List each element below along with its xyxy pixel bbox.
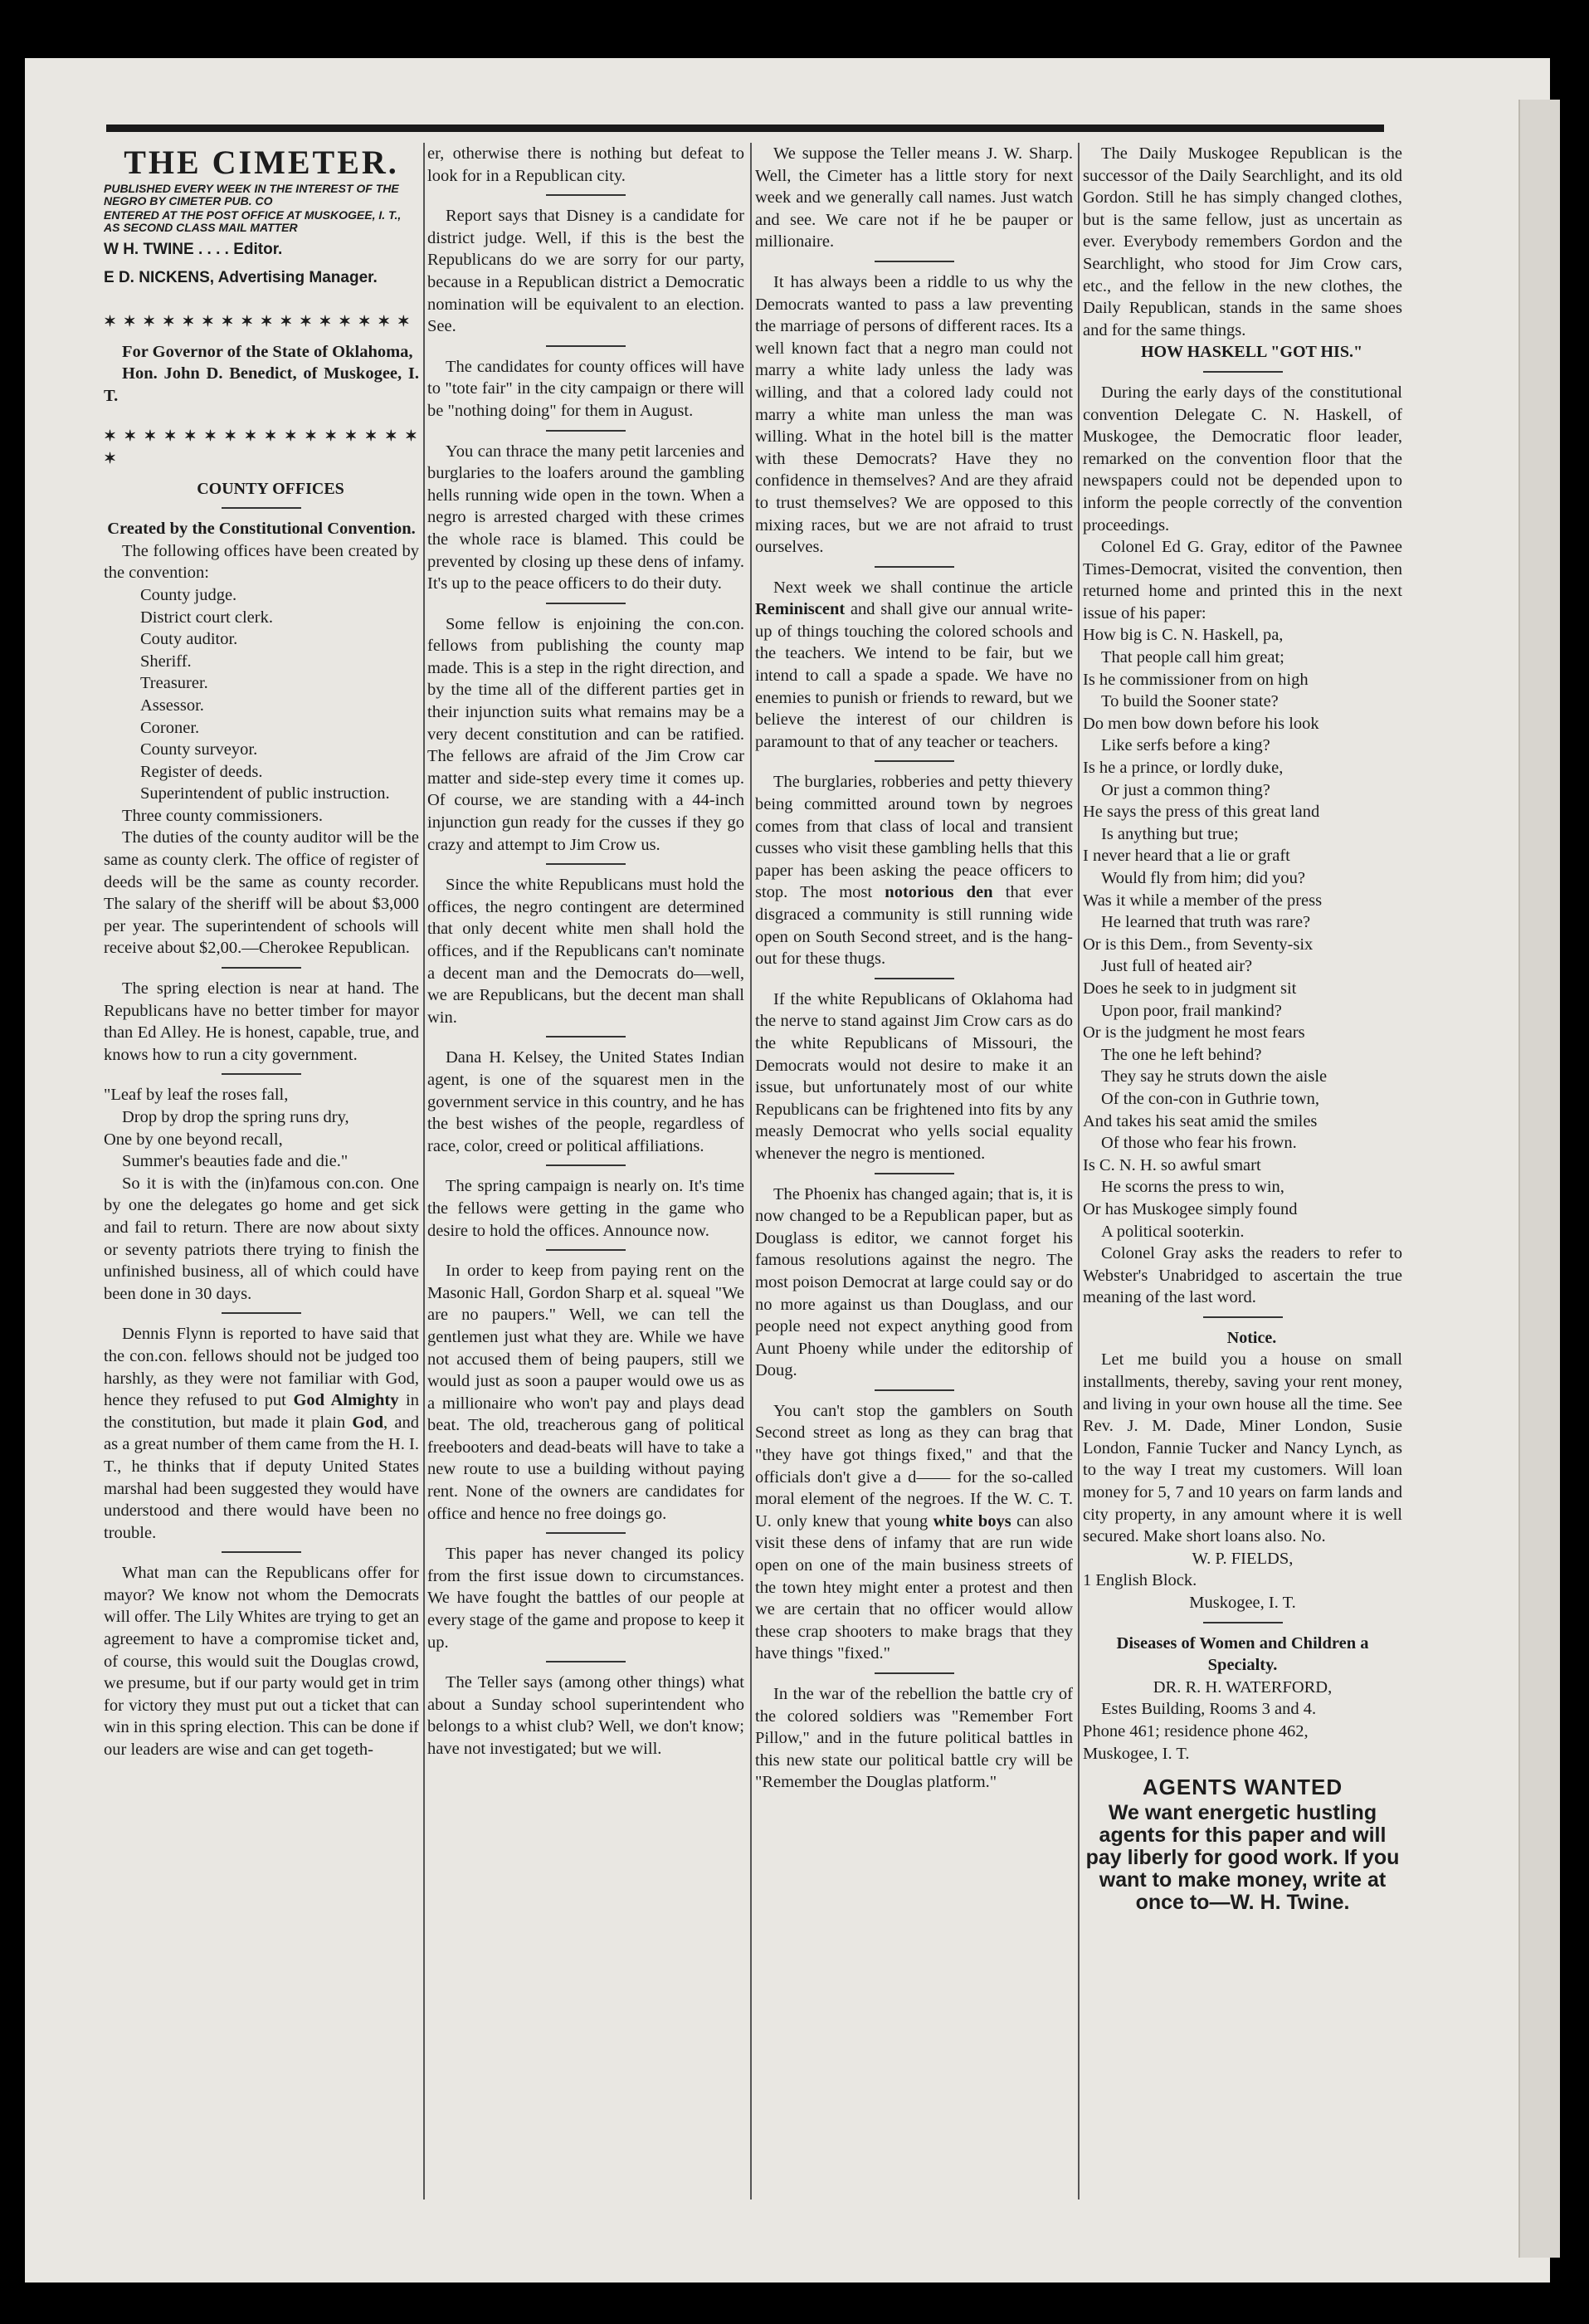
separator [875,1173,954,1174]
separator [546,1164,626,1166]
article-oklahoma: If the white Republicans of Oklahoma had the nerve to stand against Jim Crow cars as do the white Republicans of Missouri, the Democrats would not desire to make it an issue, but unfortunately most of our white Republicans can be frightened into fits by any measly Democrat who yells social equality whenever the negro is mentioned. [755,989,1073,1163]
doctor-ad-heading: Diseases of Women and Children a [1116,1633,1369,1653]
article-next-week [755,577,1073,754]
star-row: ✶ ✶ ✶ ✶ ✶ ✶ ✶ ✶ ✶ ✶ ✶ ✶ ✶ ✶ ✶ ✶ ✶ [104,427,419,466]
bold-text: God Almighty [293,1391,399,1410]
governor-line-2: Hon. John D. Benedict, of Muskogee, I. T. [104,364,419,405]
poem-line: Was it while a member of the press [1083,891,1323,910]
article-masonic-hall: In order to keep from paying rent on the Masonic Hall, Gordon Sharp et al. squeal "We are no paupers." Well, we can tell the gentlemen just what they are. While we have not accused them of being paupers, still we would just as soon a pauper would owe us as a millionaire who won't pay and plays dead beat. The old, treacherous gang of political freebooters and dead-beats will have to take a new route to use a building without paying rent. None of the owners are candidates for office and hence no free doings go. [427,1262,744,1523]
article-flynn [104,1323,419,1544]
separator [875,566,954,568]
column-3 [755,143,1073,2201]
article-disney: Report says that Disney is a candidate for district judge. Well, if this is the best the Republicans do we are sorry for our party, because in a Republican district a Democratic nomination will be equivalent to an election. See. [427,207,744,336]
text-run: and shall give our annual write-up of things touching the colored schools and the teachers. We intend to be fair, but we intend to call a spade a spade. We have no enemies to punish or friends to reward, but we believe the interest of our children is paramount to that of any teacher or teachers. [755,600,1073,751]
county-intro: The following offices have been created by the convention: [104,541,419,583]
column-rule [423,143,425,2200]
separator [546,1661,626,1662]
masthead-entered: ENTERED AT THE POST OFFICE AT MUSKOGEE, I. T., AS SECOND CLASS MAIL MATTER [104,208,402,234]
notice-address: 1 English Block. [1083,1571,1197,1590]
bold-text: notorious den [885,883,993,902]
poem-line: Like serfs before a king? [1101,736,1270,755]
office-item: Sheriff. [140,652,192,671]
poem-line: Is anything but true; [1101,824,1239,843]
text-run: Dennis Flynn is reported to have said that the con.con. fellows should not be judged too harshly, as they were not familiar with God, hence they refused to put [104,1325,419,1410]
doctor-name: DR. R. H. WATERFORD, [1153,1677,1333,1697]
column-rule [1078,143,1080,2200]
notice-city: Muskogee, I. T. [1189,1594,1296,1612]
poem-line: Just full of heated air? [1101,957,1253,976]
article-campaign: The spring campaign is nearly on. It's time the fellows were getting in the game who desire to hold the offices. Announce now. [427,1177,744,1240]
article-con-con: So it is with the (in)famous con.con. One by one the delegates go home and get sick and fail to return. There are now about sixty or seventy patriots there trying to finish the unfinished business, all of which could have been done in 30 days. [104,1174,419,1303]
poem-line: And takes his seat amid the smiles [1083,1111,1318,1130]
county-offices-heading: COUNTY OFFICES [197,479,344,498]
poem-line: He says the press of this great land [1083,803,1320,822]
adjacent-page-edge [1518,100,1560,2258]
manager-line: E D. NICKENS, Advertising Manager. [104,269,378,286]
doctor-city: Muskogee, I. T. [1083,1744,1190,1763]
text-run: that ever disgraced a community is still running wide open on South Second street, and is the hang-out for these thugs. [755,883,1073,969]
commissioners: Three county commissioners. [122,806,323,825]
article-white-republicans: Since the white Republicans must hold the offices, the negro contingent are determined that only decent white men shall hold the offices, and if the Republicans can't nominate a decent man and the Democrats do—well, we are Republicans, but the decent man shall win. [427,876,744,1027]
text-run: , and as a great number of them came from the H. I. T., he thinks that if deputy United States marshal had been suggested they would have understood and there would have been no trouble. [104,1413,419,1542]
poem-line: "Leaf by leaf the roses fall, [104,1086,289,1105]
haskell-heading: HOW HASKELL "GOT HIS." [1140,343,1363,362]
office-item: Superintendent of public instruction. [140,784,390,803]
agents-wanted-heading: AGENTS WANTED [1142,1775,1343,1800]
text-run: Next week we shall continue the article [773,578,1073,597]
county-duties: The duties of the county auditor will be the same as county clerk. The office of register of deeds will be the same as county recorder. The salary of the sheriff will be about $3,000 per year. The superintendent of schools will receive about $2,00.—Cherokee Republican. [104,828,419,958]
separator [222,1551,301,1553]
separator [875,760,954,762]
poem-line: Or has Muskogee simply found [1083,1199,1298,1218]
text-run: can also visit these dens of infamy that are run wide open on one of the main business streets of the town htey might enter a protest and then we are certain that no officer would allow these crap shooters to make brags that they have things "fixed." [755,1511,1073,1663]
office-item: Register of deeds. [140,762,263,781]
notice-signature: W. P. FIELDS, [1192,1549,1294,1568]
poem-line: One by one beyond recall, [104,1130,283,1149]
article-enjoining: Some fellow is enjoining the con.con. fellows from publishing the county map made. This is a step in the right direction, and by the time all of the different parties get in their injunction suits what remains may be a very decent constitution and can be ratified. The fellows are afraid of the Jim Crow car matter and side-step every time it comes up. Of course, we are standing with a 44-inch injunction gun ready for the cusses if they go crazy and attempt to Jim Crow us. [427,614,744,854]
doctor-phone: Phone 461; residence phone 462, [1083,1721,1309,1741]
office-item: County judge. [140,585,237,604]
office-item: Treasurer. [140,674,208,693]
office-item: Couty auditor. [140,630,238,649]
agents-wanted-text: We want energetic hustling agents for this paper and will pay liberly for good work. If you want to make money, write at once to—W. H. Twine. [1085,1800,1400,1914]
notice-text: Let me build you a house on small installments, thereby, saving your rent money, and living in your own house all the time. See Rev. J. M. Dade, Miner London, Susie London, Fannie Tucker and Nancy Lynch, as to the way I treat my customers. Will loan money for 5, 7 and 10 years on farm lands and city property, in any amount where it is well secured. Make short loans also. No. [1083,1350,1402,1546]
separator [222,1073,301,1075]
poem-line: To build the Sooner state? [1101,692,1279,711]
poem-line: The one he left behind? [1101,1045,1262,1064]
separator [546,430,626,432]
separator [875,1389,954,1391]
separator [875,1672,954,1674]
poem-leaf-by-leaf [104,1084,419,1172]
notice-heading: Notice. [1226,1328,1277,1347]
editor-line: W H. TWINE . . . . Editor. [104,241,283,258]
poem-line: Is C. N. H. so awful smart [1083,1155,1261,1174]
article-phoenix: The Phoenix has changed again; that is, it is now changed to be a Republican paper, but as Douglass is editor, we cannot forget his famous resolutions against the negro. The most poison Democrat at large could say or do no more against us than Douglass, and our people need not expect anything good from Aunt Phoeny while under the editorship of Doug. [755,1184,1073,1380]
office-item: District court clerk. [140,608,273,627]
article-policy: This paper has never changed its policy from the first issue down to circumstances. We have fought the battles of our people at every stage of the game and propose to keep it up. [427,1545,744,1652]
poem-haskell [1083,624,1402,1243]
poem-line: Drop by drop the spring runs dry, [122,1108,349,1126]
separator [222,507,301,509]
article-continuation: er, otherwise there is nothing but defeat to look for in a Republican city. [427,144,744,185]
column-rule [750,143,752,2200]
poem-line: Or is the judgment he most fears [1083,1023,1305,1042]
haskell-paragraph-1: During the early days of the constitutional convention Delegate C. N. Haskell, of Muskogee, the Democratic floor leader, remarked on the convention floor that the newspapers could not be depended upon to inform the people correctly of the convention proceedings. [1083,383,1402,535]
poem-line: A political sooterkin. [1101,1222,1245,1241]
governor-line-1: For Governor of the State of Oklahoma, [122,342,413,361]
separator [875,978,954,979]
poem-line: I never heard that a lie or graft [1083,847,1290,866]
separator [875,261,954,262]
article-sharp: We suppose the Teller means J. W. Sharp. Well, the Cimeter has a little story for next week and we generally call names. Just watch and see. We care not if he be pauper or millionaire. [755,144,1073,251]
county-subheading: Created by the Constitutional Convention. [107,520,416,539]
article-candidates: The candidates for county offices will have to "tote fair" in the city campaign or there will be "nothing doing" for them in August. [427,357,744,420]
poem-line: Of the con-con in Guthrie town, [1101,1089,1320,1108]
top-rule [106,124,1384,132]
separator [546,1532,626,1534]
article-gamblers [755,1400,1073,1665]
separator [546,345,626,347]
bold-text: Reminiscent [755,600,846,619]
article-spring-election: The spring election is near at hand. The Republicans have no better timber for mayor than Ed Alley. He is honest, capable, true, and knows how to run a city government. [104,979,419,1064]
office-item: Coroner. [140,718,200,737]
separator [1203,371,1283,373]
separator [546,863,626,865]
poem-line: Of those who fear his frown. [1101,1134,1297,1153]
article-teller: The Teller says (among other things) what about a Sunday school superintendent who belongs to a whist club? Well, we don't know; have not investigated; but we will. [427,1673,744,1758]
doctor-office: Estes Building, Rooms 3 and 4. [1101,1700,1317,1719]
article-mayor: What man can the Republicans offer for mayor? We know not whom the Democrats will offer. The Lily Whites are trying to get an agreement to have a compromise ticket and, of course, this would suit the Douglas crowd, we presume, but if our party would get in trim for victory they must put out a ticket that can win in this spring election. This can be done if our leaders are wise and can get togeth- [104,1564,419,1760]
office-item: County surveyor. [140,740,258,759]
office-list [104,584,419,805]
column-1 [104,143,419,2201]
poem-line: Summer's beauties fade and die." [122,1152,349,1171]
poem-line: He scorns the press to win, [1101,1178,1284,1197]
masthead-title: THE CIMETER. [124,144,399,181]
poem-line: Is he commissioner from on high [1083,670,1309,689]
doctor-ad-specialty: Specialty. [1207,1656,1278,1675]
separator [546,194,626,196]
poem-line: Or is this Dem., from Seventy-six [1083,935,1314,954]
poem-line: Is he a prince, or lordly duke, [1083,759,1284,778]
article-kelsey: Dana H. Kelsey, the United States Indian agent, is one of the squarest men in the government service in this country, and he has the best wishes of the people, regardless of race, color, creed or political affiliations. [427,1048,744,1155]
article-daily-republican: The Daily Muskogee Republican is the successor of the Daily Searchlight, and its old Gordon. Still he has simply changed clothes, but is the same fellow, just as uncertain as ever. Everybody remembers Gordon and the Searchlight, who stood for Jim Crow cars, etc., and the fellow in the new clothes, the Daily Republican, stands in the same shoes and for the same things. [1083,144,1402,339]
article-riddle: It has always been a riddle to us why the Democrats wanted to pass a law preventing the marriage of persons of different races. Its a well known fact that a negro man could not marry a white lady unless the lady was willing, and that a colored lady could not marry a white man unless the man was willing. What in the hotel bill is the matter with these Democrats? Have they no confidence in themselves? And are they afraid to trust themselves? We are opposed to this mixing races, but we are not afraid to trust ourselves. [755,272,1073,557]
poem-line: That people call him great; [1101,648,1284,667]
masthead-published: PUBLISHED EVERY WEEK IN THE INTEREST OF THE NEGRO BY CIMETER PUB. CO [104,182,399,208]
bold-text: God [352,1413,384,1432]
poem-line: Would fly from him; did you? [1101,869,1306,887]
poem-line: Do men bow down before his look [1083,714,1319,733]
text-run: The burglaries, robberies and petty thievery being committed around town by negroes comes from that class of local and transient cusses who visit these gambling hells that this paper has been asking the peace officers to stop. The most [755,773,1073,902]
webster-note: Colonel Gray asks the readers to refer to Webster's Unabridged to ascertain the true meaning of the last word. [1083,1244,1402,1307]
article-larcenies: You can thrace the many petit larcenies and burglaries to the loafers around the gambling hells running wide open in the town. When a negro is arrested charged with these crimes the whole race is blamed. This could be prevented by closing up these dens of infamy. It's up to the peace officers to do their duty. [427,442,744,593]
separator [546,603,626,604]
article-burglaries [755,771,1073,969]
separator [222,967,301,969]
poem-line: How big is C. N. Haskell, pa, [1083,626,1284,645]
text-run: You can't stop the gamblers on South Second street as long as they can brag that "they have got things fixed," and that the officials don't give a d—— for the so-called moral element of the negroes. If the W. C. T. U. only knew that young [755,1401,1073,1531]
poem-line: Upon poor, frail mankind? [1101,1001,1282,1020]
separator [222,1312,301,1314]
poem-line: They say he struts down the aisle [1101,1067,1328,1086]
poem-line: Or just a common thing? [1101,780,1270,799]
star-row: ✶ ✶ ✶ ✶ ✶ ✶ ✶ ✶ ✶ ✶ ✶ ✶ ✶ ✶ ✶ ✶ [104,313,412,330]
separator [1203,1316,1283,1318]
separator [546,1036,626,1038]
haskell-paragraph-2: Colonel Ed G. Gray, editor of the Pawnee Times-Democrat, visited the convention, then returned home and printed this in the next issue of his paper: [1083,538,1402,622]
bold-text: white boys [933,1511,1011,1531]
column-2 [427,143,744,2201]
separator [546,1249,626,1251]
poem-line: He learned that truth was rare? [1101,913,1311,932]
text-run: in the constitution, but made it plain [104,1391,419,1432]
separator [1203,1622,1283,1623]
article-war: In the war of the rebellion the battle cry of the colored soldiers was "Remember Fort Pillow," and in the future political battles in this new state our political battle cry will be "Remember the Douglas platform." [755,1685,1073,1792]
column-4 [1083,143,1402,2201]
poem-line: Does he seek to in judgment sit [1083,979,1297,998]
office-item: Assessor. [140,696,204,715]
